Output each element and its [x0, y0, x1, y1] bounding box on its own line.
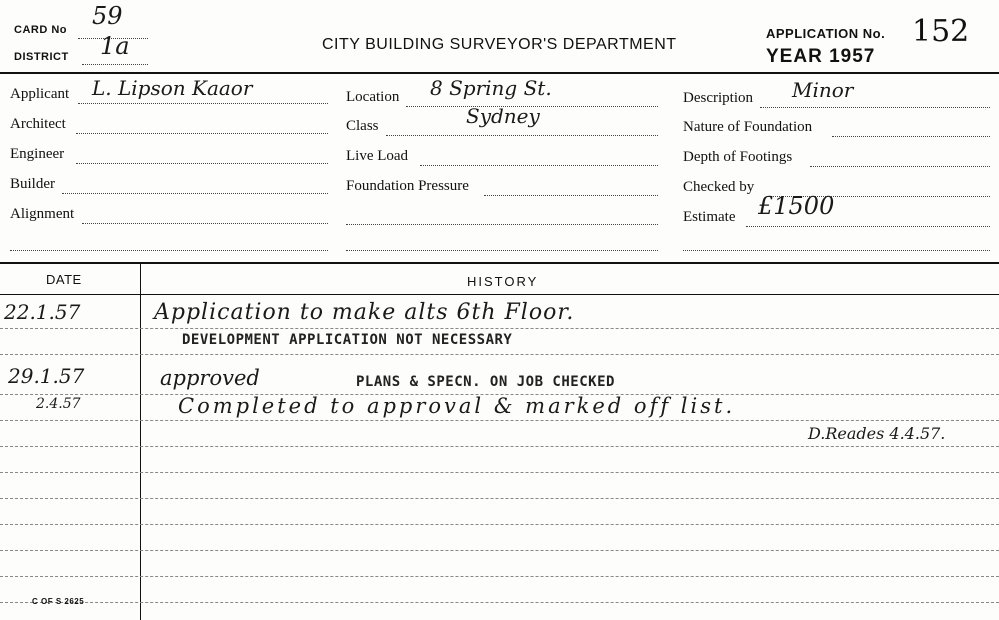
- history-header: HISTORY: [467, 274, 539, 289]
- alignment-label: Alignment: [10, 206, 75, 222]
- application-no-label: APPLICATION No.: [766, 26, 886, 41]
- card-no-label: CARD No: [14, 24, 67, 36]
- architect-label: Architect: [10, 116, 66, 132]
- foundation-pressure-label: Foundation Pressure: [346, 178, 469, 194]
- date-column-divider: [140, 262, 141, 620]
- district-line: [82, 64, 148, 65]
- description-label: Description: [683, 90, 753, 106]
- class-label: Class: [346, 118, 379, 134]
- history-header-rule: [0, 294, 999, 295]
- depth-of-footings-label: Depth of Footings: [683, 149, 793, 165]
- district-label: DISTRICT: [14, 51, 69, 63]
- card-no-value: 59: [92, 2, 123, 30]
- applicant-label: Applicant: [10, 86, 70, 102]
- history-row-text: Application to make alts 6th Floor.: [154, 300, 575, 325]
- history-row-text: approved: [160, 366, 260, 390]
- date-header: DATE: [46, 272, 82, 287]
- builder-label: Builder: [10, 176, 55, 192]
- history-row-date: 29.1.57: [8, 364, 85, 388]
- estimate-value: £1500: [758, 192, 835, 220]
- plans-checked-stamp: PLANS & SPECN. ON JOB CHECKED: [356, 374, 615, 390]
- history-top-rule: [0, 262, 999, 264]
- year-label: YEAR 1957: [766, 46, 876, 67]
- application-no-value: 152: [912, 14, 970, 49]
- location-label: Location: [346, 89, 400, 105]
- header-divider: [0, 72, 999, 74]
- checked-by-label: Checked by: [683, 179, 755, 195]
- engineer-label: Engineer: [10, 146, 65, 162]
- development-stamp: DEVELOPMENT APPLICATION NOT NECESSARY: [182, 332, 513, 348]
- history-row-date: 2.4.57: [36, 396, 81, 412]
- form-code: C OF S 2625: [32, 597, 85, 606]
- class-value: Sydney: [466, 104, 540, 128]
- description-value: Minor: [792, 78, 854, 102]
- history-row-date: 22.1.57: [4, 300, 81, 324]
- signature: D.Reades 4.4.57.: [808, 424, 946, 443]
- nature-of-foundation-label: Nature of Foundation: [683, 119, 813, 135]
- district-value: 1a: [100, 32, 130, 60]
- estimate-label: Estimate: [683, 209, 736, 225]
- department-title: CITY BUILDING SURVEYOR'S DEPARTMENT: [322, 36, 677, 53]
- live-load-label: Live Load: [346, 148, 409, 164]
- location-value: 8 Spring St.: [430, 76, 552, 100]
- history-row-text: Completed to approval & marked off list.: [178, 394, 736, 418]
- applicant-value: L. Lipson Kaaor: [92, 76, 253, 100]
